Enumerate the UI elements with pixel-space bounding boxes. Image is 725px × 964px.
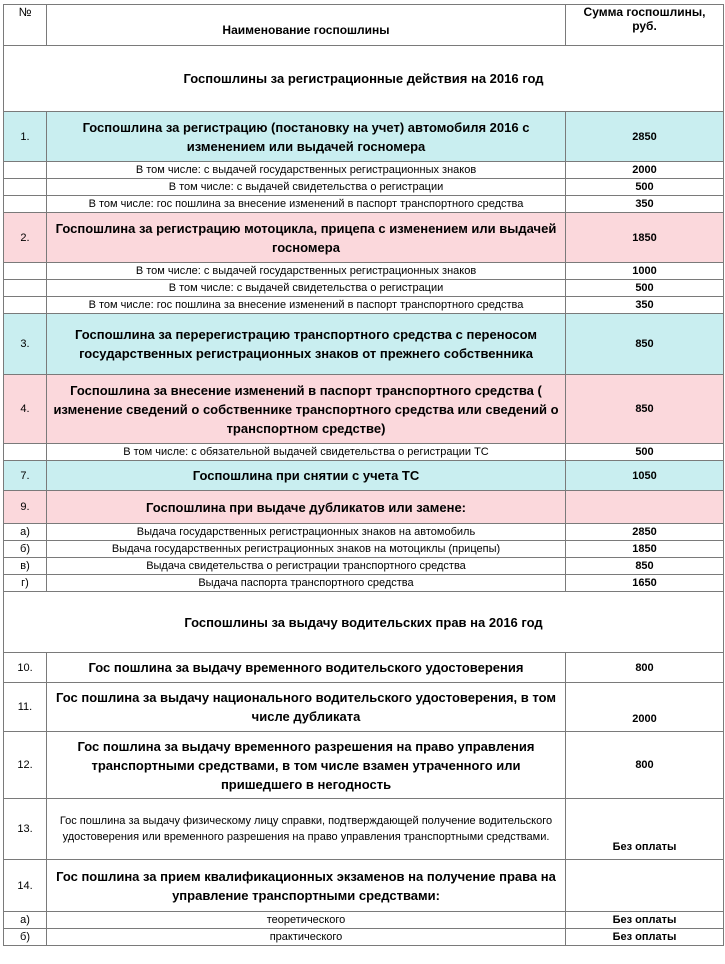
sub-fee-row <box>4 558 724 575</box>
header-name: Наименование госпошлины <box>47 5 566 46</box>
fee-row <box>4 732 724 799</box>
fee-amount: 800 <box>566 653 724 683</box>
fee-name: Госпошлина за внесение изменений в паспорт транспортного средства ( изменение сведений о собственнике транспортного средства или сведений о транспортном средстве) <box>47 375 566 444</box>
sub-fee-row <box>4 263 724 280</box>
fee-amount: 800 <box>566 732 724 799</box>
sub-fee-row <box>4 541 724 558</box>
fee-name: практического <box>47 929 566 946</box>
fee-amount <box>566 491 724 524</box>
fee-amount: 1850 <box>566 213 724 263</box>
fee-number <box>4 444 47 461</box>
section-title: Госпошлины за регистрационные действия на 2016 год <box>4 46 724 112</box>
sub-fee-row <box>4 575 724 592</box>
fee-name: Гос пошлина за прием квалификационных экзаменов на получение права на управление транспортными средствами: <box>47 860 566 912</box>
fee-row <box>4 375 724 444</box>
table-header-row <box>4 5 724 46</box>
fee-name: Госпошлина при выдаче дубликатов или замене: <box>47 491 566 524</box>
fee-number <box>4 196 47 213</box>
fee-number: 10. <box>4 653 47 683</box>
fee-name: Гос пошлина за выдачу временного разрешения на право управления транспортными средствами, в том числе взамен утраченного или пришедшего в негодность <box>47 732 566 799</box>
fee-name: В том числе: гос пошлина за внесение изменений в паспорт транспортного средства <box>47 297 566 314</box>
fee-name: Госпошлина при снятии с учета ТС <box>47 461 566 491</box>
fee-number <box>4 263 47 280</box>
sub-fee-row <box>4 297 724 314</box>
fee-amount: 500 <box>566 280 724 297</box>
sub-fee-row <box>4 196 724 213</box>
fee-amount: 2850 <box>566 112 724 162</box>
sub-fee-row <box>4 179 724 196</box>
fee-amount: 500 <box>566 444 724 461</box>
fee-name: Госпошлина за регистрацию (постановку на учет) автомобиля 2016 с изменением или выдачей госномера <box>47 112 566 162</box>
fee-amount: 1850 <box>566 541 724 558</box>
fee-number: 2. <box>4 213 47 263</box>
fee-row <box>4 112 724 162</box>
fee-amount: 2850 <box>566 524 724 541</box>
fee-number <box>4 280 47 297</box>
fee-name: В том числе: с выдачей свидетельства о регистрации <box>47 179 566 196</box>
fee-number: 1. <box>4 112 47 162</box>
section-row <box>4 46 724 112</box>
fee-amount: Без оплаты <box>566 929 724 946</box>
sub-fee-row <box>4 524 724 541</box>
fee-amount: Без оплаты <box>566 912 724 929</box>
fee-number: 3. <box>4 314 47 375</box>
sub-fee-row <box>4 929 724 946</box>
fee-name: В том числе: с выдачей свидетельства о регистрации <box>47 280 566 297</box>
fee-number: в) <box>4 558 47 575</box>
fee-amount: 850 <box>566 558 724 575</box>
fee-name: Гос пошлина за выдачу национального водительского удостоверения, в том числе дубликата <box>47 683 566 732</box>
section-row <box>4 592 724 653</box>
fee-number: 4. <box>4 375 47 444</box>
fee-amount: 2000 <box>566 162 724 179</box>
fee-amount: 1000 <box>566 263 724 280</box>
sub-fee-row <box>4 912 724 929</box>
fee-name: Гос пошлина за выдачу временного водительского удостоверения <box>47 653 566 683</box>
fees-table-body <box>4 5 724 946</box>
fee-number <box>4 297 47 314</box>
fee-amount <box>566 860 724 912</box>
fee-name: теоретического <box>47 912 566 929</box>
fee-amount: Без оплаты <box>566 799 724 860</box>
header-sum: Сумма госпошлины, руб. <box>566 5 724 46</box>
fee-amount: 2000 <box>566 683 724 732</box>
fee-number: а) <box>4 912 47 929</box>
sub-fee-row <box>4 444 724 461</box>
header-num: № <box>4 5 47 46</box>
fee-number: г) <box>4 575 47 592</box>
fee-name: В том числе: с обязательной выдачей свидетельства о регистрации ТС <box>47 444 566 461</box>
fee-name: Гос пошлина за выдачу физическому лицу справки, подтверждающей получение водительского удостоверения или временного разрешения на право управления транспортными средствами. <box>47 799 566 860</box>
fee-row <box>4 314 724 375</box>
fee-amount: 500 <box>566 179 724 196</box>
fee-amount: 1650 <box>566 575 724 592</box>
fee-amount: 350 <box>566 297 724 314</box>
fee-name: Выдача паспорта транспортного средства <box>47 575 566 592</box>
fee-name: Госпошлина за перерегистрацию транспортного средства с переносом государственных регистрационных знаков от прежнего собственника <box>47 314 566 375</box>
fee-number: б) <box>4 929 47 946</box>
section-title: Госпошлины за выдачу водительских прав на 2016 год <box>4 592 724 653</box>
fee-amount: 850 <box>566 314 724 375</box>
fee-name: Госпошлина за регистрацию мотоцикла, прицепа с изменением или выдачей госномера <box>47 213 566 263</box>
fee-name: В том числе: с выдачей государственных регистрационных знаков <box>47 162 566 179</box>
fee-row <box>4 683 724 732</box>
fee-amount: 850 <box>566 375 724 444</box>
fee-number: 14. <box>4 860 47 912</box>
fee-number <box>4 179 47 196</box>
fee-name: Выдача государственных регистрационных знаков на мотоциклы (прицепы) <box>47 541 566 558</box>
sub-fee-row <box>4 162 724 179</box>
fees-table <box>3 4 724 946</box>
fee-row <box>4 653 724 683</box>
sub-fee-row <box>4 280 724 297</box>
fee-number: 7. <box>4 461 47 491</box>
fee-row <box>4 213 724 263</box>
fee-amount: 350 <box>566 196 724 213</box>
fee-row <box>4 491 724 524</box>
fee-row <box>4 461 724 491</box>
fee-number: 11. <box>4 683 47 732</box>
fee-row <box>4 860 724 912</box>
fee-number: 9. <box>4 491 47 524</box>
fee-name: Выдача государственных регистрационных знаков на автомобиль <box>47 524 566 541</box>
fee-number: 12. <box>4 732 47 799</box>
fee-name: В том числе: с выдачей государственных регистрационных знаков <box>47 263 566 280</box>
fee-row <box>4 799 724 860</box>
fee-number <box>4 162 47 179</box>
fee-number: 13. <box>4 799 47 860</box>
fee-name: Выдача свидетельства о регистрации транспортного средства <box>47 558 566 575</box>
fee-amount: 1050 <box>566 461 724 491</box>
fee-name: В том числе: гос пошлина за внесение изменений в паспорт транспортного средства <box>47 196 566 213</box>
fee-number: а) <box>4 524 47 541</box>
fee-number: б) <box>4 541 47 558</box>
